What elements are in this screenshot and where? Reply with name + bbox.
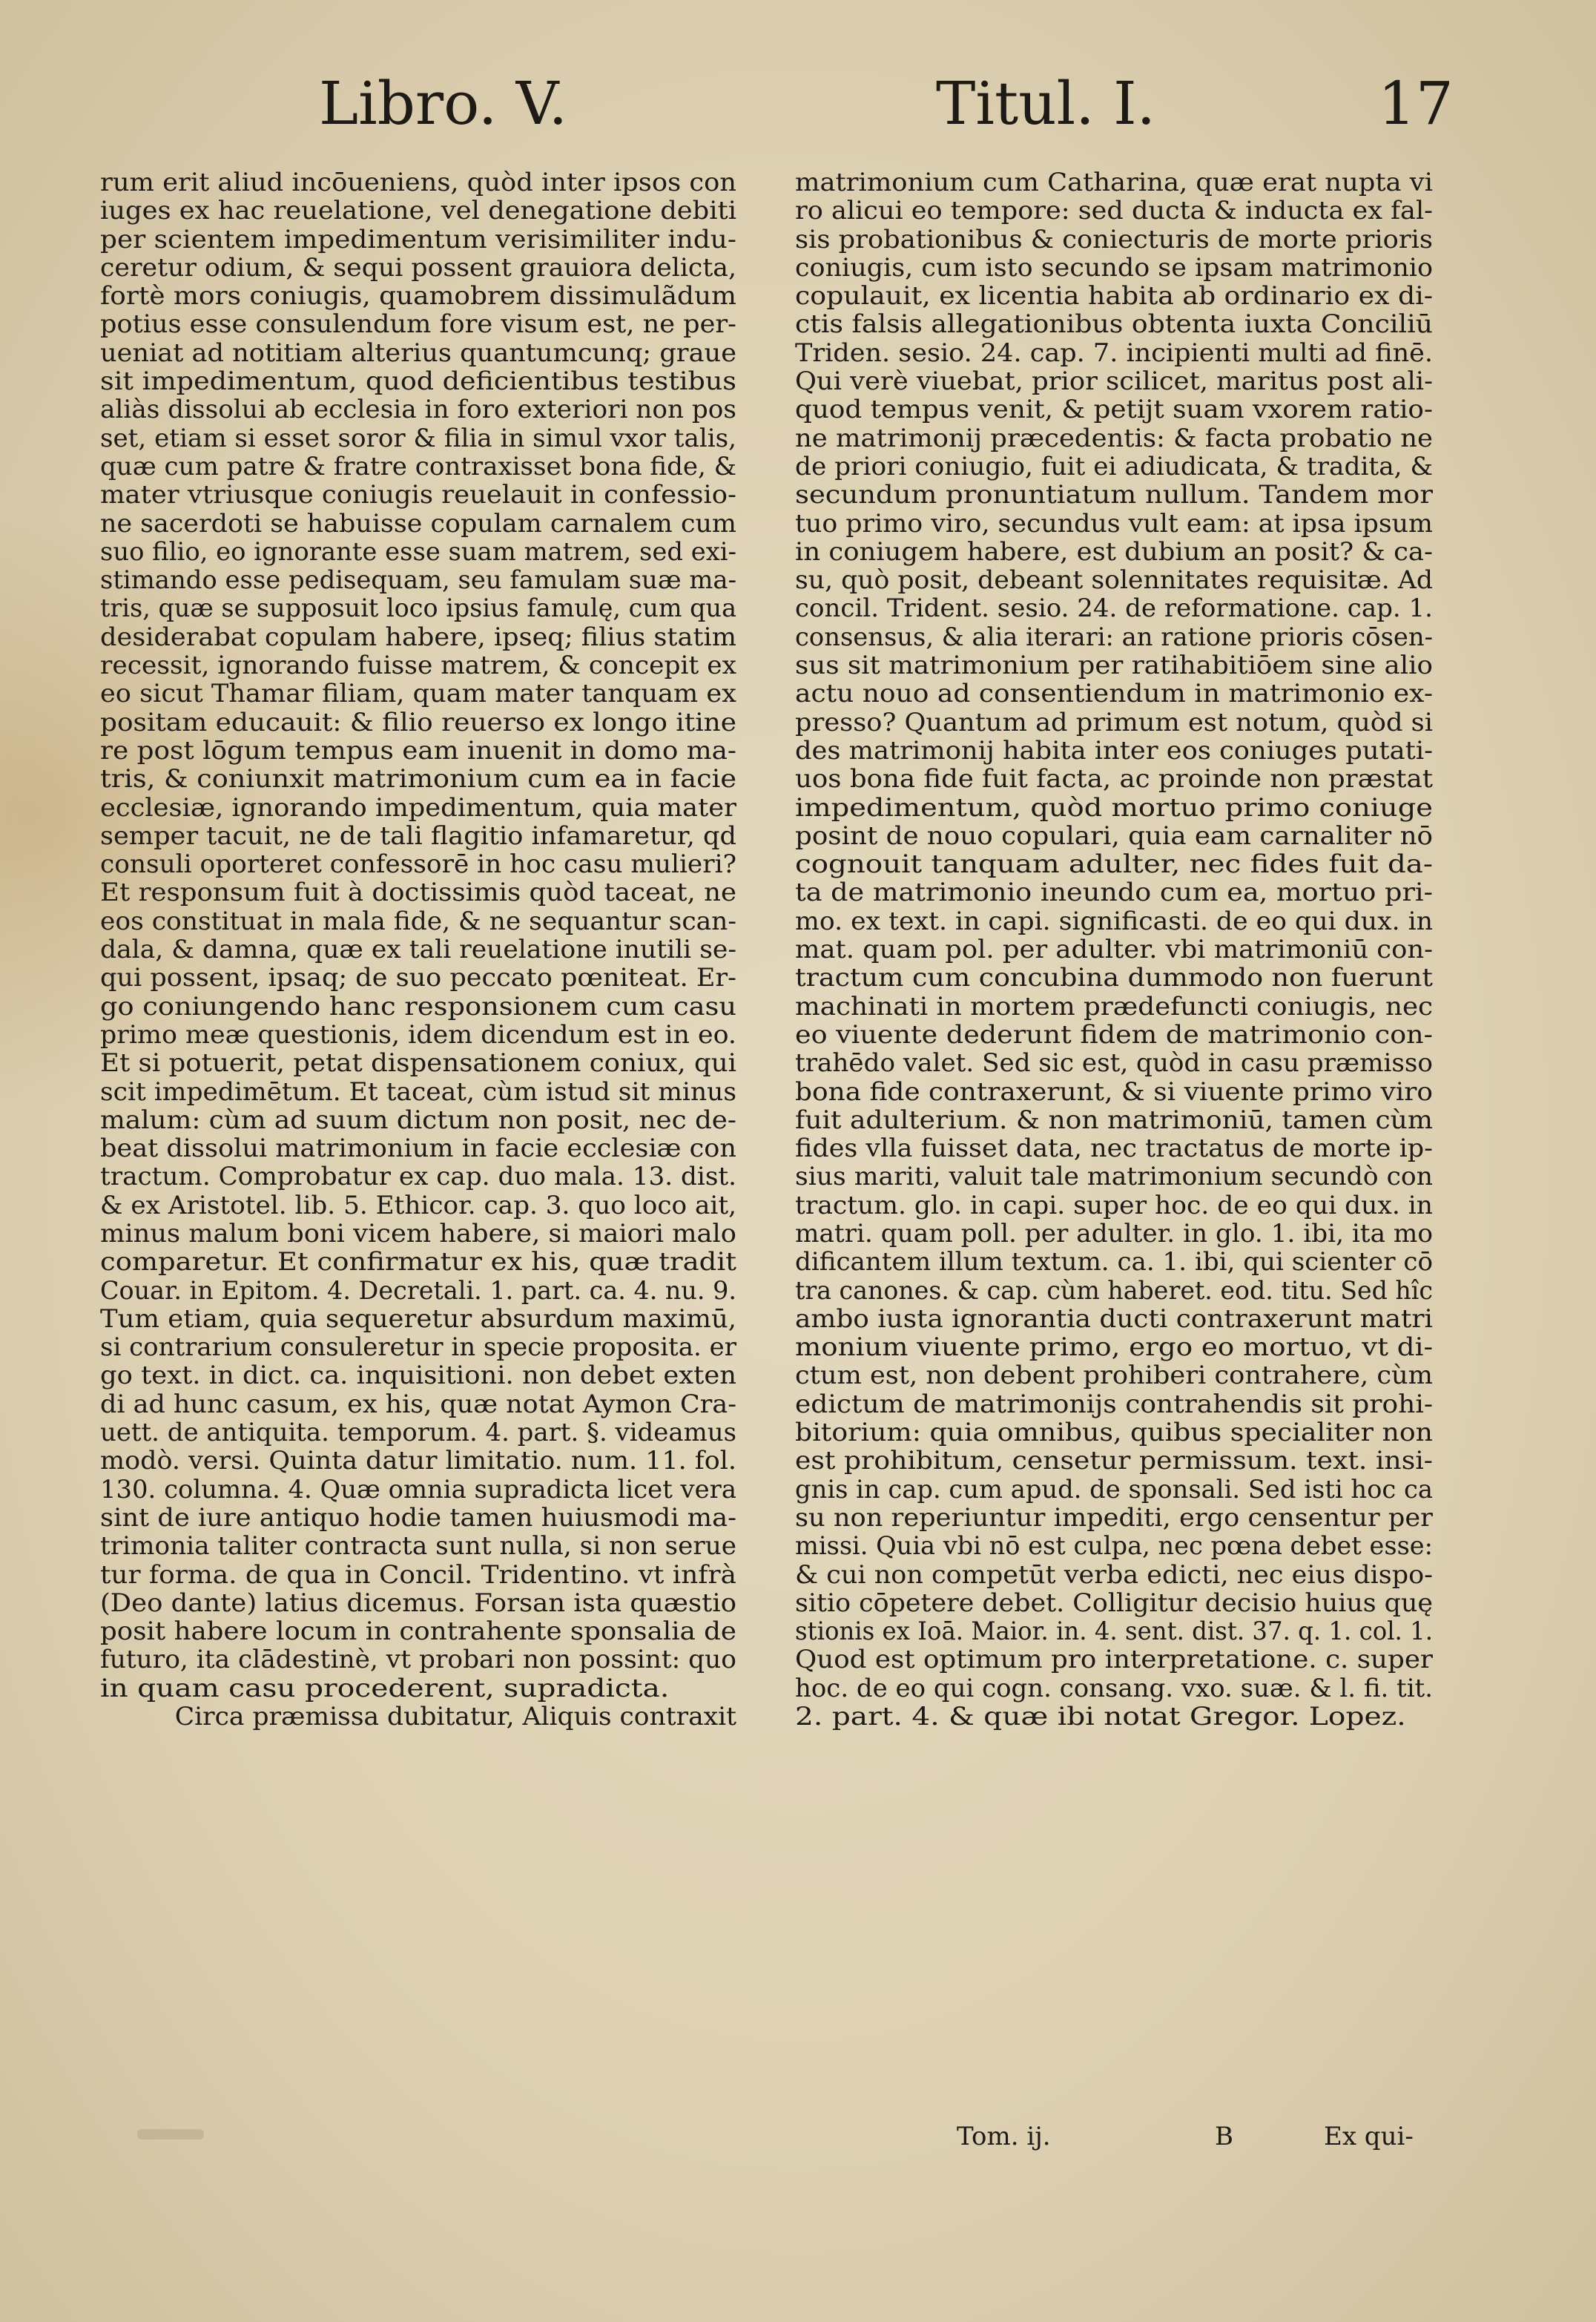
text-line: tur forma. de qua in Concil. Tridentino. vt infrà (100, 1560, 736, 1589)
text-line: sint de iure antiquo hodie tamen huiusmodi ma- (100, 1503, 736, 1533)
text-line: quæ cum patre & fratre contraxisset bona fide, & (100, 452, 736, 481)
text-line: sius mariti, valuit tale matrimonium secundò con (795, 1162, 1433, 1191)
text-line: matrimonium cum Catharina, quæ erat nupta vi (795, 168, 1433, 197)
text-line: Et responsum fuit à doctissimis quòd taceat, ne (100, 878, 736, 907)
text-line: ro alicui eo tempore: sed ducta & inducta ex fal- (795, 197, 1433, 226)
text-line: semper tacuit, ne de tali flagitio infamaretur, qd (100, 821, 736, 851)
text-line: tractum cum concubina dummodo non fuerunt (795, 964, 1433, 993)
text-line: concil. Trident. sesio. 24. de reformatione. cap. 1. (795, 594, 1433, 623)
text-line: su, quò posit, debeant solennitates requisitæ. Ad (795, 566, 1433, 595)
text-line: ueniat ad notitiam alterius quantumcunq; graue (100, 338, 736, 368)
text-line: ta de matrimonio ineundo cum ea, mortuo pri- (795, 878, 1433, 907)
text-line: Triden. sesio. 24. cap. 7. incipienti multi ad finē. (795, 338, 1433, 368)
text-line: hoc. de eo qui cogn. consang. vxo. suæ. & l. fi. tit. (795, 1674, 1433, 1703)
text-line: quod tempus venit, & petijt suam vxorem ratio- (795, 395, 1433, 424)
text-line: primo meæ questionis, idem dicendum est in eo. (100, 1020, 736, 1050)
text-line: uos bona fide fuit facta, ac proinde non præstat (795, 765, 1433, 794)
text-line: trahēdo valet. Sed sic est, quòd in casu præmisso (795, 1049, 1433, 1078)
text-line: tris, quæ se supposuit loco ipsius famulę, cum qua (100, 594, 736, 623)
text-line: per scientem impedimentum verisimiliter indu- (100, 225, 736, 254)
text-line: si contrarium consuleretur in specie proposita. er (100, 1333, 736, 1362)
running-head-book: Libro. V. (319, 69, 567, 138)
text-line: posint de nouo copulari, quia eam carnaliter nō (795, 821, 1433, 851)
text-line: tuo primo viro, secundus vult eam: at ipsa ipsum (795, 509, 1433, 538)
text-line: Et si potuerit, petat dispensationem coniux, qui (100, 1049, 736, 1078)
text-line: tractum. glo. in capi. super hoc. de eo qui dux. in (795, 1191, 1433, 1220)
text-line: de priori coniugio, fuit ei adiudicata, & tradita, & (795, 452, 1433, 481)
text-line: ne matrimonij præcedentis: & facta probatio ne (795, 424, 1433, 453)
text-line: futuro, ita clādestinè, vt probari non possint: quo (100, 1645, 736, 1674)
text-line: 130. columna. 4. Quæ omnia supradicta licet vera (100, 1475, 736, 1504)
text-line: missi. Quia vbi nō est culpa, nec pœna debet esse: (795, 1532, 1433, 1561)
text-line: copulauit, ex licentia habita ab ordinario ex di- (795, 282, 1433, 311)
text-line: ctis falsis allegationibus obtenta iuxta Conciliū (795, 310, 1433, 339)
text-line: minus malum boni vicem habere, si maiori malo (100, 1219, 736, 1249)
text-line: dala, & damna, quæ ex tali reuelatione inutili se- (100, 935, 736, 964)
text-line: suo filio, eo ignorante esse suam matrem, sed exi- (100, 537, 736, 567)
running-head-title: Titul. I. (936, 69, 1156, 138)
text-line: ctum est, non debent prohiberi contrahere, cùm (795, 1361, 1433, 1390)
text-line: eos constituat in mala fide, & ne sequantur scan- (100, 907, 736, 936)
text-line: ambo iusta ignorantia ducti contraxerunt matri (795, 1304, 1433, 1334)
text-line: stionis ex Ioā. Maior. in. 4. sent. dist. 37. q. 1. col. 1. (795, 1617, 1433, 1646)
right-column (795, 168, 1433, 1731)
signature-mark: B (1215, 2122, 1233, 2151)
text-line: (Deo dante) latius dicemus. Forsan ista quæstio (100, 1588, 736, 1618)
text-line: rum erit aliud incōueniens, quòd inter ipsos con (100, 168, 736, 197)
text-line: actu nouo ad consentiendum in matrimonio ex- (795, 680, 1433, 708)
text-line: monium viuente primo, ergo eo mortuo, vt di- (795, 1333, 1433, 1362)
text-line: coniugis, cum isto secundo se ipsam matrimonio (795, 253, 1433, 283)
text-line: scit impedimētum. Et taceat, cùm istud sit minus (100, 1077, 736, 1106)
text-line: iuges ex hac reuelatione, vel denegatione debiti (100, 197, 736, 226)
text-line: sitio cōpetere debet. Colligitur decisio huius quę (795, 1588, 1433, 1618)
text-line: tris, & coniunxit matrimonium cum ea in facie (100, 765, 736, 794)
text-line: mater vtriusque coniugis reuelauit in confessio- (100, 481, 736, 510)
text-line: secundum pronuntiatum nullum. Tandem mor (795, 481, 1433, 510)
text-line: malum: cùm ad suum dictum non posit, nec de- (100, 1105, 736, 1135)
text-line: uett. de antiquita. temporum. 4. part. §. videamus (100, 1418, 736, 1447)
text-line: Qui verè viuebat, prior scilicet, maritus post ali- (795, 367, 1433, 396)
text-line: modò. versi. Quinta datur limitatio. num. 11. fol. (100, 1447, 736, 1476)
text-line: posit habere locum in contrahente sponsalia de (100, 1617, 736, 1646)
text-line: beat dissolui matrimonium in facie ecclesiæ con (100, 1134, 736, 1163)
text-line: aliàs dissolui ab ecclesia in foro exteriori non pos (100, 395, 736, 424)
text-line: bitorium: quia omnibus, quibus specialiter non (795, 1418, 1433, 1447)
text-line: desiderabat copulam habere, ipseq; filius statim (100, 622, 736, 652)
text-line: tra canones. & cap. cùm haberet. eod. titu. Sed hîc (795, 1276, 1433, 1305)
text-line: est prohibitum, censetur permissum. text. insi- (795, 1447, 1433, 1476)
text-line: consuli oporteret confessorē in hoc casu mulieri? (100, 850, 736, 879)
page-footer (0, 2122, 1596, 2159)
catchword: Ex qui- (1324, 2122, 1414, 2151)
text-line: edictum de matrimonijs contrahendis sit prohi- (795, 1389, 1433, 1419)
text-line: sus sit matrimonium per ratihabitiōem sine alio (795, 651, 1433, 680)
text-line: ecclesiæ, ignorando impedimentum, quia mater (100, 793, 736, 822)
text-line: fortè mors coniugis, quamobrem dissimulãdum (100, 282, 736, 311)
text-line: in coniugem habere, est dubium an posit? & ca- (795, 537, 1433, 567)
text-line: consensus, & alia iterari: an ratione prioris cōsen- (795, 622, 1433, 652)
text-line: ne sacerdoti se habuisse copulam carnalem cum (100, 509, 736, 538)
text-line: potius esse consulendum fore visum est, ne per- (100, 310, 736, 339)
text-line: 2. part. 4. & quæ ibi notat Gregor. Lopez. (795, 1703, 1406, 1731)
text-line: fides vlla fuisset data, nec tractatus de morte ip- (795, 1134, 1433, 1163)
text-line: Circa præmissa dubitatur, Aliquis contraxit (174, 1703, 736, 1731)
left-column (100, 168, 736, 1731)
text-line: sis probationibus & coniecturis de morte prioris (795, 225, 1433, 254)
text-line: ceretur odium, & sequi possent grauiora delicta, (100, 253, 736, 283)
text-line: eo viuente dederunt fidem de matrimonio con- (795, 1020, 1433, 1050)
text-line: su non reperiuntur impediti, ergo censentur per (795, 1503, 1433, 1533)
text-line: Couar. in Epitom. 4. Decretali. 1. part. ca. 4. nu. 9. (100, 1276, 736, 1305)
text-line: sit impedimentum, quod deficientibus testibus (100, 367, 736, 396)
text-line: re post lōgum tempus eam inuenit in domo ma- (100, 736, 736, 766)
volume-mark: Tom. ij. (957, 2122, 1051, 2151)
text-line: cognouit tanquam adulter, nec fides fuit da- (795, 850, 1433, 879)
text-line: presso? Quantum ad primum est notum, quòd si (795, 708, 1433, 737)
text-line: Quod est optimum pro interpretatione. c. super (795, 1645, 1433, 1674)
text-line: bona fide contraxerunt, & si viuente primo viro (795, 1077, 1433, 1106)
text-line: positam educauit: & filio reuerso ex longo itine (100, 708, 736, 737)
text-line: trimonia taliter contracta sunt nulla, si non serue (100, 1532, 736, 1561)
text-line: mat. quam pol. per adulter. vbi matrimoniū con- (795, 935, 1433, 964)
text-line: qui possent, ipsaq; de suo peccato pœniteat. Er- (100, 964, 736, 993)
text-line: & cui non competūt verba edicti, nec eius dispo- (795, 1560, 1433, 1589)
text-line: mo. ex text. in capi. significasti. de eo qui dux. in (795, 907, 1433, 936)
text-line: fuit adulterium. & non matrimoniū, tamen cùm (795, 1105, 1433, 1135)
folio-number: 17 (1378, 69, 1454, 138)
text-line: matri. quam poll. per adulter. in glo. 1. ibi, ita mo (795, 1219, 1433, 1249)
text-line: Tum etiam, quia sequeretur absurdum maximū, (100, 1304, 736, 1334)
text-line: di ad hunc casum, ex his, quæ notat Aymon Cra- (100, 1389, 736, 1419)
text-line: set, etiam si esset soror & filia in simul vxor talis, (100, 424, 736, 453)
text-line: dificantem illum textum. ca. 1. ibi, qui scienter cō (795, 1248, 1433, 1277)
text-line: gnis in cap. cum apud. de sponsali. Sed isti hoc ca (795, 1475, 1433, 1504)
text-line: in quam casu procederent, supradicta. (100, 1674, 670, 1703)
text-line: impedimentum, quòd mortuo primo coniuge (795, 793, 1433, 822)
text-line: comparetur. Et confirmatur ex his, quæ tradit (100, 1248, 736, 1277)
text-line: des matrimonij habita inter eos coniuges putati- (795, 736, 1433, 766)
text-line: go text. in dict. ca. inquisitioni. non debet exten (100, 1361, 736, 1390)
text-line: tractum. Comprobatur ex cap. duo mala. 13. dist. (100, 1162, 736, 1191)
text-line: go coniungendo hanc responsionem cum casu (100, 992, 736, 1021)
text-line: recessit, ignorando fuisse matrem, & concepit ex (100, 651, 736, 680)
text-line: eo sicut Thamar filiam, quam mater tanquam ex (100, 680, 736, 708)
text-line: & ex Aristotel. lib. 5. Ethicor. cap. 3. quo loco ait, (100, 1191, 736, 1220)
running-head (0, 63, 1596, 152)
text-line: machinati in mortem prædefuncti coniugis, nec (795, 992, 1433, 1021)
text-line: stimando esse pedisequam, seu famulam suæ ma- (100, 566, 736, 595)
